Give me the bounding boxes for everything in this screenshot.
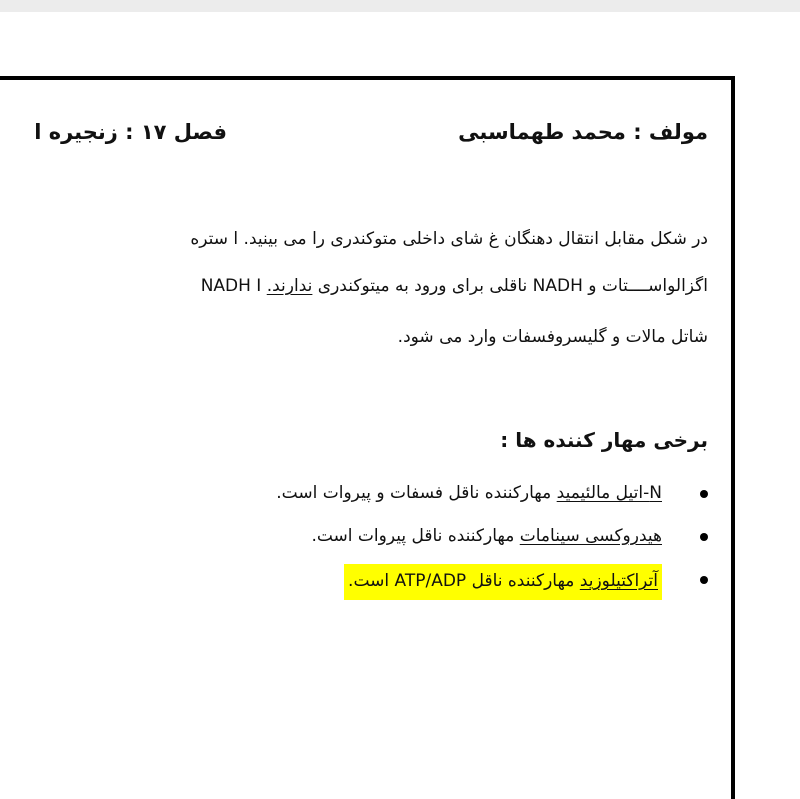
bullet-icon — [700, 490, 708, 498]
list-item — [68, 478, 708, 521]
bullet-icon — [700, 576, 708, 584]
line2-text-c: NADH I — [200, 276, 267, 296]
bullet-icon — [700, 533, 708, 541]
inhibitor-term: آتراکتیلوزید — [579, 571, 658, 591]
nadh-term: NADH — [532, 276, 583, 296]
inhibitors-heading: برخی مهار کننده ها : — [500, 428, 708, 452]
inhibitor-description: مهارکننده ناقل پیروات است. — [311, 526, 520, 546]
underlined-nadarand: ندارند. — [266, 276, 313, 296]
inhibitor-description: مهارکننده ناقل ATP/ADP است. — [348, 571, 580, 591]
paragraph-line-1: در شکل مقابل انتقال دهنگان غ شای داخلی متوکندری را می بینید. ا ستره — [190, 229, 708, 249]
paragraph-line-2 — [0, 276, 708, 296]
chapter-header: فصل ۱۷ : زنجیره ا — [34, 120, 227, 144]
inhibitor-term: هیدروکسی سینامات — [519, 526, 662, 546]
line2-text-b: ناقلی برای ورود به میتوکندری — [312, 276, 533, 296]
inhibitor-term: N-اتیل مالئیمید — [556, 483, 662, 503]
viewer-top-strip — [0, 0, 800, 12]
line2-text-a: اگزالواســــتات و — [582, 276, 708, 296]
inhibitors-list — [68, 478, 708, 607]
list-item — [68, 521, 708, 564]
inhibitor-description: مهارکننده ناقل فسفات و پیروات است. — [276, 483, 557, 503]
paragraph-line-3: شاتل مالات و گلیسروفسفات وارد می شود. — [397, 327, 708, 347]
author-header: مولف : محمد طهماسبی — [458, 120, 708, 144]
highlighted-text — [344, 564, 662, 600]
list-item — [68, 564, 708, 607]
